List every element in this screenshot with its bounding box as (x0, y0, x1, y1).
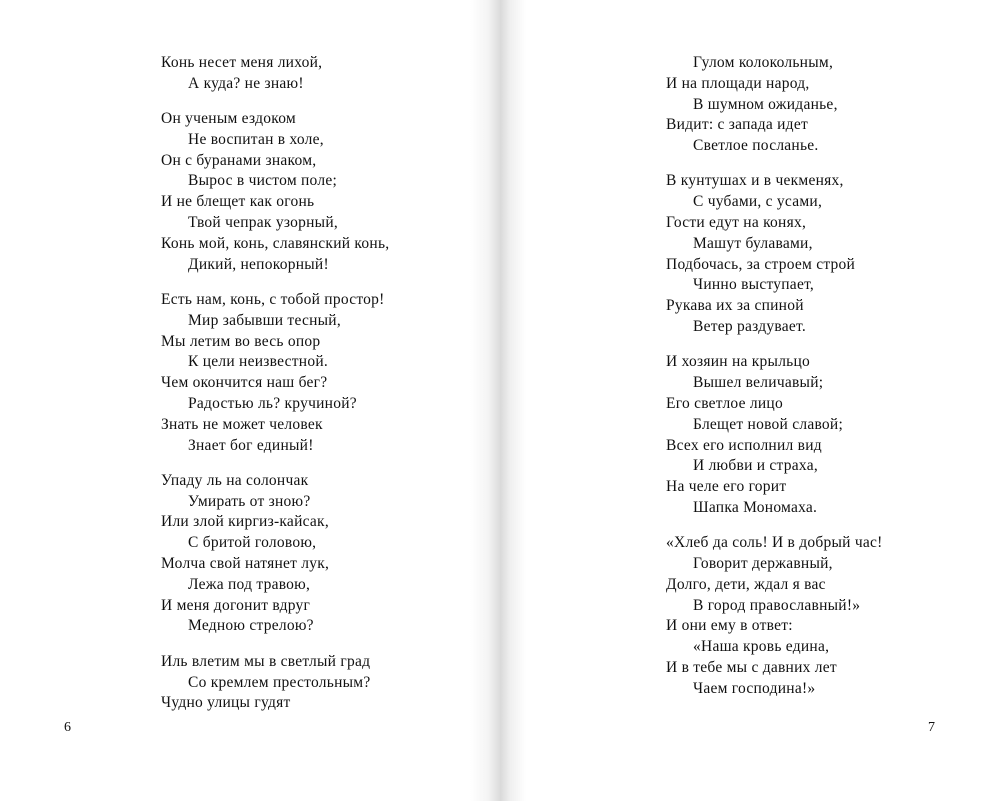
poem-line: Или злой киргиз-кайсак, (161, 513, 329, 531)
poem-line: Видит: с запада идет (666, 116, 808, 134)
poem-line: Долго, дети, ждал я вас (666, 575, 826, 593)
stanza (666, 53, 883, 157)
poem-line: Знать не может человек (161, 415, 323, 433)
poem-line: Рукава их за спиной (666, 297, 804, 315)
poem-line: Он с буранами знаком, (161, 151, 317, 169)
poem-line: Чем окончится наш бег? (161, 374, 328, 392)
stanza (161, 109, 389, 275)
poem-line: И любви и страха, (693, 457, 818, 475)
poem-line: Вырос в чистом поле; (188, 172, 338, 190)
poem-line: «Хлеб да соль! И в добрый час! (666, 534, 883, 552)
poem-line: Упаду ль на солончак (161, 471, 309, 489)
poem-line: Чаем господина!» (693, 679, 816, 697)
poem-line: На челе его горит (666, 478, 787, 496)
poem-line: В шумном ожиданье, (693, 95, 838, 113)
poem-line: А куда? не знаю! (188, 74, 304, 92)
stanza (161, 290, 389, 456)
poem-line: К цели неизвестной. (188, 353, 328, 371)
poem-line: Мы летим во весь опор (161, 332, 321, 350)
poem-line: Чинно выступает, (693, 276, 815, 294)
poem-line: Мир забывши тесный, (188, 311, 341, 329)
right-poem-column (666, 53, 883, 714)
left-poem-column (161, 53, 389, 729)
poem-line: Чудно улицы гудят (161, 694, 291, 712)
stanza (161, 53, 389, 95)
stanza (666, 352, 883, 518)
poem-line: Говорит державный, (693, 555, 833, 573)
poem-line: Машут булавами, (693, 234, 813, 252)
poem-line: И на площади народ, (666, 74, 810, 92)
poem-line: Ветер раздувает. (693, 318, 806, 336)
poem-line: Знает бог единый! (188, 436, 314, 454)
poem-line: Со кремлем престольным? (188, 673, 371, 691)
poem-line: Конь мой, конь, славянский конь, (161, 234, 390, 252)
poem-line: Блещет новой славой; (693, 415, 844, 433)
poem-line: Лежа под травою, (188, 575, 311, 593)
poem-line: Не воспитан в холе, (188, 130, 324, 148)
poem-line: Медною стрелою? (188, 617, 314, 635)
poem-line: И хозяин на крыльцо (666, 353, 811, 371)
poem-line: Конь несет меня лихой, (161, 54, 323, 71)
poem-line: Умирать от зною? (188, 492, 311, 510)
poem-line: И они ему в ответ: (666, 617, 793, 635)
poem-line: Всех его исполнил вид (666, 436, 822, 454)
poem-line: И меня догонит вдруг (161, 596, 311, 614)
poem-line: «Наша кровь едина, (693, 638, 830, 656)
poem-line: Он ученым ездоком (161, 110, 296, 128)
left-page-number: 6 (64, 720, 72, 735)
poem-line: С чубами, с усами, (693, 193, 823, 211)
stanza (666, 533, 883, 699)
poem-line: Светлое посланье. (693, 137, 819, 155)
poem-line: Подбочась, за строем строй (666, 255, 856, 273)
poem-line: В город православный!» (693, 596, 861, 614)
right-page-number: 7 (928, 720, 936, 735)
poem-line: Молча свой натянет лук, (161, 555, 330, 573)
stanza (161, 471, 389, 637)
poem-line: В кунтушах и в чекменях, (666, 172, 844, 190)
poem-line: Радостью ль? кручиной? (188, 394, 357, 412)
poem-line: Шапка Мономаха. (693, 498, 818, 516)
poem-line: С бритой головою, (188, 534, 317, 552)
poem-line: Гулом колокольным, (693, 54, 834, 71)
poem-line: Твой чепрак узорный, (188, 214, 338, 232)
poem-line: Есть нам, конь, с тобой простор! (161, 290, 385, 308)
poem-line: Его светлое лицо (666, 394, 783, 412)
right-page (500, 0, 981, 801)
poem-line: Дикий, непокорный! (188, 255, 329, 273)
stanza (161, 652, 389, 714)
poem-line: Иль влетим мы в светлый град (161, 652, 371, 670)
poem-line: Вышел величавый; (693, 374, 824, 392)
poem-line: Гости едут на конях, (666, 214, 807, 232)
stanza (666, 171, 883, 337)
poem-line: И не блещет как огонь (161, 193, 315, 211)
poem-line: И в тебе мы с давних лет (666, 659, 837, 677)
